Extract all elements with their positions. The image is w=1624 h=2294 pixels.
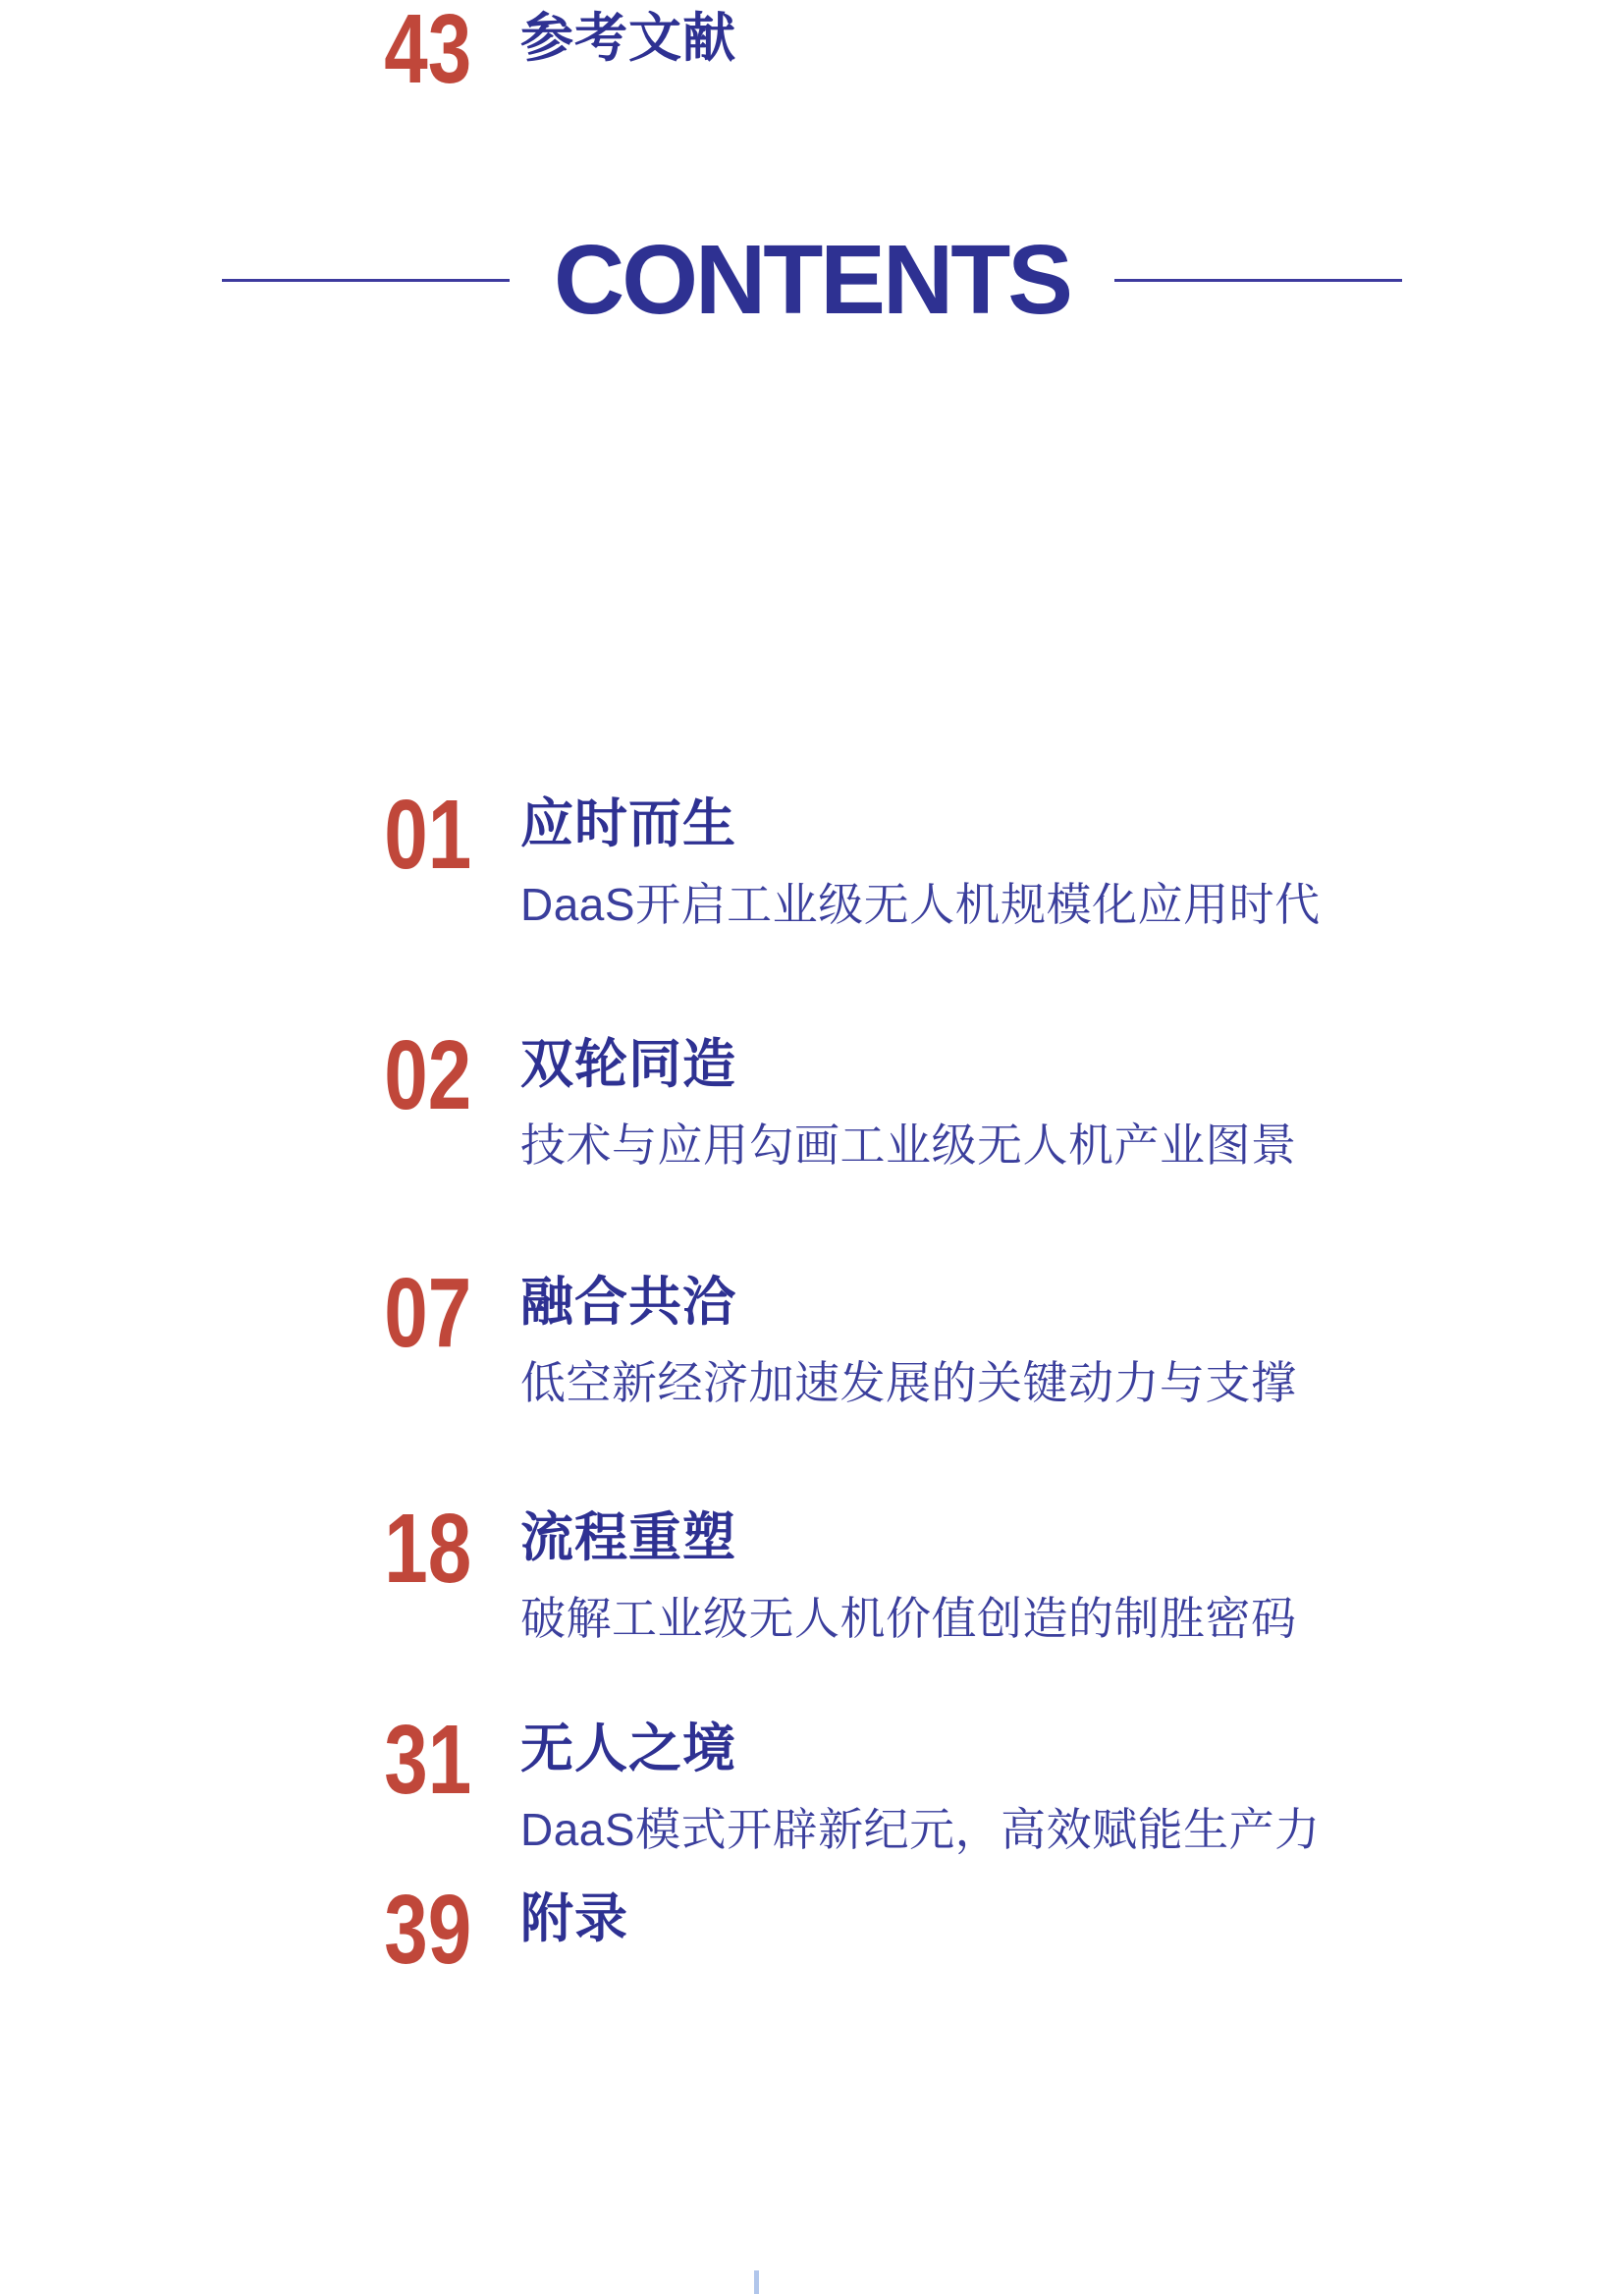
entry-text [520, 786, 1321, 930]
toc-entry-4[interactable] [0, 1494, 1624, 1644]
page-number: 01 [384, 780, 471, 890]
page-number-box [0, 1875, 471, 1985]
page-number: 31 [384, 1705, 471, 1815]
entry-title: 应时而生 [520, 794, 736, 853]
toc-entry-3[interactable] [0, 1258, 1624, 1408]
page-number: 43 [384, 0, 471, 104]
page-number-box [0, 1705, 471, 1815]
page-title: CONTENTS [554, 225, 1070, 335]
entry-text [520, 1264, 1297, 1408]
entry-text [520, 0, 736, 68]
entry-subtitle: 破解工业级无人机价值创造的制胜密码 [520, 1593, 1297, 1644]
entry-subtitle: 技术与应用勾画工业级无人机产业图景 [520, 1120, 1297, 1171]
entry-subtitle: 低空新经济加速发展的关键动力与支撑 [520, 1357, 1297, 1408]
page-number: 39 [384, 1875, 471, 1985]
right-rule-line [1114, 279, 1402, 282]
page-number-box [0, 1258, 471, 1368]
entry-text [520, 1500, 1297, 1644]
toc-entry-5[interactable] [0, 1705, 1624, 1855]
toc-entry-7[interactable] [0, 0, 1624, 104]
page-number: 07 [384, 1258, 471, 1368]
toc-entry-2[interactable] [0, 1020, 1624, 1171]
page-number-box [0, 1020, 471, 1130]
page-number: 18 [384, 1494, 471, 1604]
page-number: 02 [384, 1020, 471, 1130]
entry-title: 融合共洽 [520, 1273, 736, 1332]
entry-title: 无人之境 [520, 1720, 736, 1778]
entry-title: 参考文献 [520, 9, 736, 68]
entry-title: 双轮同造 [520, 1035, 736, 1094]
toc-entry-6[interactable] [0, 1875, 1624, 1985]
page-number-box [0, 1494, 471, 1604]
entry-text [520, 1881, 628, 1948]
entry-text [520, 1026, 1297, 1171]
entry-title: 附录 [520, 1889, 628, 1948]
page-bottom-mark [754, 2270, 759, 2294]
toc-entry-1[interactable] [0, 780, 1624, 930]
left-rule-line [222, 279, 510, 282]
contents-header [0, 225, 1624, 335]
page-number-box [0, 780, 471, 890]
entry-subtitle: DaaS开启工业级无人机规模化应用时代 [520, 879, 1321, 930]
entry-text [520, 1711, 1321, 1855]
entry-title: 流程重塑 [520, 1508, 736, 1567]
page-number-box [0, 0, 471, 104]
entry-subtitle: DaaS模式开辟新纪元，高效赋能生产力 [520, 1804, 1321, 1855]
